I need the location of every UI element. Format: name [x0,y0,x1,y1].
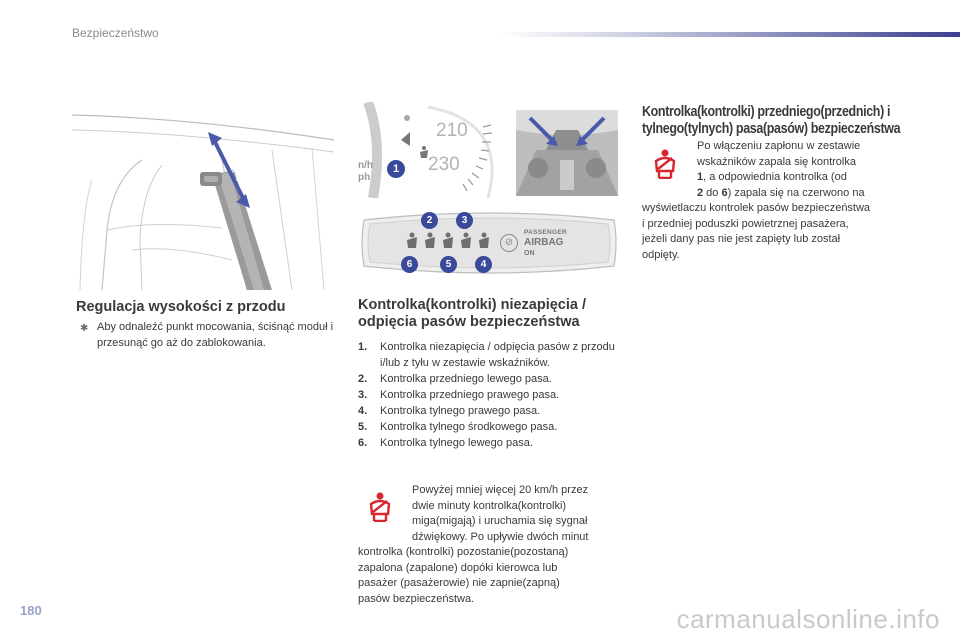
note-line: pasów bezpieczeństwa. [358,592,475,605]
badge-6 [401,256,418,273]
speed-label-230: 230 [428,154,460,175]
note-text: ) zapala się na czerwono na [727,186,865,199]
badge-2 [421,212,438,229]
note-line: zapalona (zapalone) dopóki kierowca lub [358,561,558,574]
note-text: do [703,186,722,199]
watermark-text: carmanualsonline.info [676,604,940,634]
note-line: Powyżej mniej więcej 20 km/h przez [412,484,589,496]
list-item-text: Kontrolka niezapięcia / odpięcia pasów z przodu i/lub z tyłu w zestawie wskaźników. [380,341,615,369]
right-section-title [642,104,952,138]
note-line: pasażer (pasażerowie) nie zapnie(zapną) [358,577,560,589]
list-item-number: 3. [358,389,368,401]
left-bullet-text: Aby odnaleźć punkt mocowania, ściśnąć moduł i przesunąć go aż do zablokowania. [97,321,334,349]
right-note [642,139,904,263]
badge-4 [475,256,492,273]
badge-3 [456,212,473,229]
list-item-text: Kontrolka przedniego lewego pasa. [380,373,552,385]
belt-height-figure [72,110,334,290]
badge-4-label: 4 [480,259,487,270]
right-title-line2: tylnego(tylnych) pasa(pasów) bezpieczeństwa [642,121,901,137]
note-line: jeżeli dany pas nie jest zapięty lub został [642,233,841,245]
airbag-line3: ON [524,250,535,257]
badge-6-label: 6 [406,259,413,270]
list-item-number: 5. [358,421,368,433]
list-item-number: 1. [358,341,368,353]
ref-1: 1 [697,171,704,183]
left-bullet [76,320,338,351]
badge-2-label: 2 [426,215,433,226]
middle-note [358,483,620,607]
note-line: kontrolka (kontrolki) pozostanie(pozostaną) [358,546,569,558]
list-item-number: 4. [358,405,368,417]
list-item-text: Kontrolka przedniego prawego pasa. [380,389,560,401]
page-number: 180 [20,603,42,618]
airbag-line2: AIRBAG [524,237,564,248]
badge-5-label: 5 [445,259,452,270]
airbag-off-icon: ⊘ [500,234,518,252]
list-item-number: 2. [358,373,368,385]
list-item [358,403,620,419]
dashboard-figure [358,102,500,198]
seatbelt-warning-icon [418,146,430,160]
airbag-line1: PASSENGER [524,229,568,236]
list-item [358,387,620,403]
note-text: , a odpowiednia kontrolka (od [703,171,847,183]
list-item-number: 6. [358,437,368,449]
note-line: wyświetlaczu kontrolek pasów bezpieczeństwa [642,202,871,214]
badge-5 [440,256,457,273]
ref-2: 2 [697,186,704,199]
note-line: dwie minuty kontrolka(kontrolki) [412,499,567,512]
note-line: odpięty. [642,248,680,261]
unit-kmh-label: n/h [358,160,373,171]
header-gradient-bar [500,32,960,37]
note-line [642,186,904,202]
note-line: dźwiękowy. Po upływie dwóch minut [412,530,589,543]
note-line: Po włączeniu zapłonu w zestawie [697,140,861,152]
note-line [642,170,904,186]
section-header-title: Bezpieczeństwo [72,26,159,40]
ref-6: 6 [721,186,728,199]
list-item [358,435,620,451]
badge-1 [387,160,405,178]
list-item [358,371,620,387]
note-line: wskaźników zapala się kontrolka [697,155,856,168]
list-item [358,419,620,435]
left-section-title: Regulacja wysokości z przodu [76,299,286,315]
speed-label-210: 210 [436,120,468,141]
note-line: miga(migają) i uruchamia się sygnał [412,515,588,527]
seatbelt-panel-figure [360,210,618,276]
indicator-list [358,339,620,451]
checkbox-bullet-icon: ✱ [80,323,89,334]
list-item-text: Kontrolka tylnego prawego pasa. [380,405,541,417]
cabin-figure [516,110,618,196]
note-line: i przedniej poduszki powietrznej pasażera, [642,217,849,230]
badge-1-label: 1 [392,163,400,175]
list-item-text: Kontrolka tylnego lewego pasa. [380,437,533,449]
middle-title-line1: Kontrolka(kontrolki) niezapięcia / [358,297,587,313]
list-item-text: Kontrolka tylnego środkowego pasa. [380,421,558,433]
list-item [358,339,620,371]
middle-title-line2: odpięcia pasów bezpieczeństwa [358,314,580,330]
badge-3-label: 3 [461,215,468,226]
middle-section-title [358,297,586,331]
unit-mph-label: ph [358,172,371,183]
right-title-line1: Kontrolka(kontrolki) przedniego(przednich) i [642,104,891,120]
